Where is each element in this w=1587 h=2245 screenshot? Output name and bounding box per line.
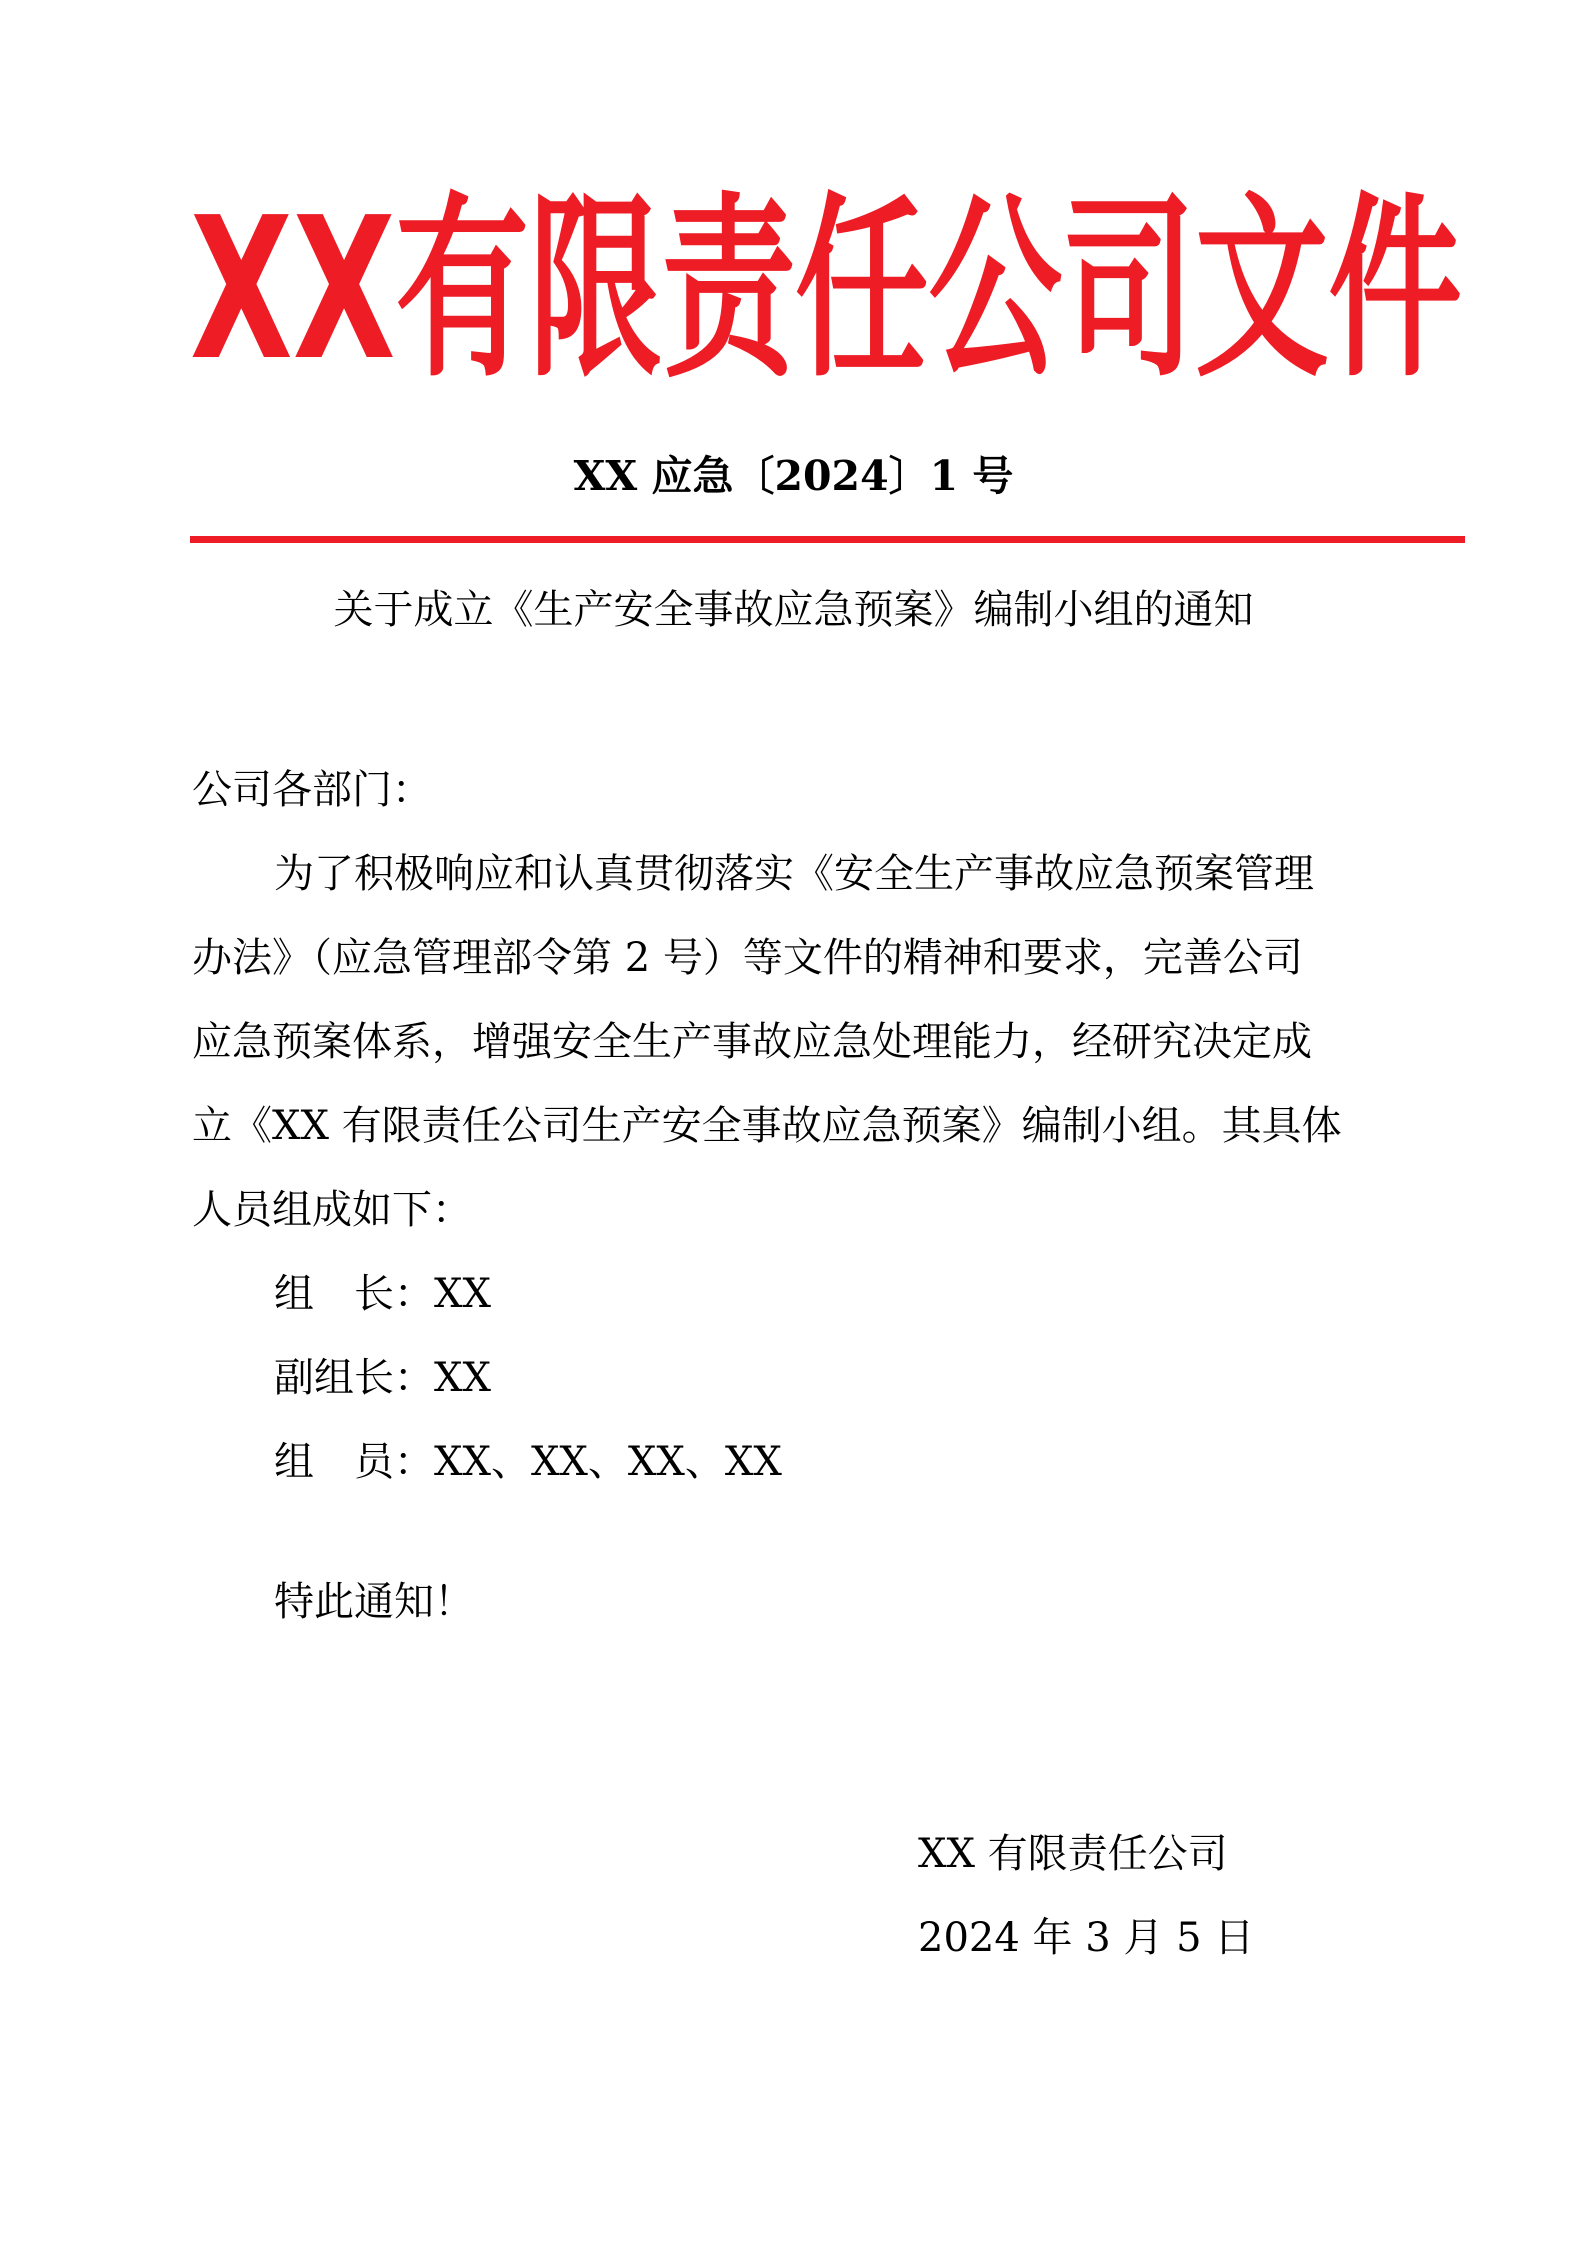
paragraph-line-1: 为了积极响应和认真贯彻落实《安全生产事故应急预案管理 bbox=[274, 851, 1314, 897]
member-deputy: 副组长：XX bbox=[274, 1355, 491, 1401]
paragraph-line-4: 立《XX 有限责任公司生产安全事故应急预案》编制小组。其具体 bbox=[192, 1103, 1342, 1149]
signature-date: 2024 年 3 月 5 日 bbox=[918, 1915, 1255, 1961]
document-number: XX 应急〔2024〕1 号 bbox=[573, 452, 1014, 500]
red-divider-line bbox=[190, 536, 1465, 543]
masthead-title: XX有限责任公司文件 bbox=[190, 176, 1462, 404]
salutation: 公司各部门： bbox=[192, 767, 432, 813]
notice-title: 关于成立《生产安全事故应急预案》编制小组的通知 bbox=[333, 587, 1254, 633]
member-leader: 组 长：XX bbox=[274, 1271, 491, 1317]
closing-remark: 特此通知！ bbox=[274, 1579, 474, 1625]
paragraph-line-2: 办法》（应急管理部令第 2 号）等文件的精神和要求，完善公司 bbox=[192, 935, 1303, 981]
signature-company: XX 有限责任公司 bbox=[918, 1831, 1228, 1877]
paragraph-line-5: 人员组成如下： bbox=[192, 1187, 472, 1233]
member-staff: 组 员：XX、XX、XX、XX bbox=[274, 1439, 782, 1485]
paragraph-line-3: 应急预案体系，增强安全生产事故应急处理能力，经研究决定成 bbox=[192, 1019, 1312, 1065]
